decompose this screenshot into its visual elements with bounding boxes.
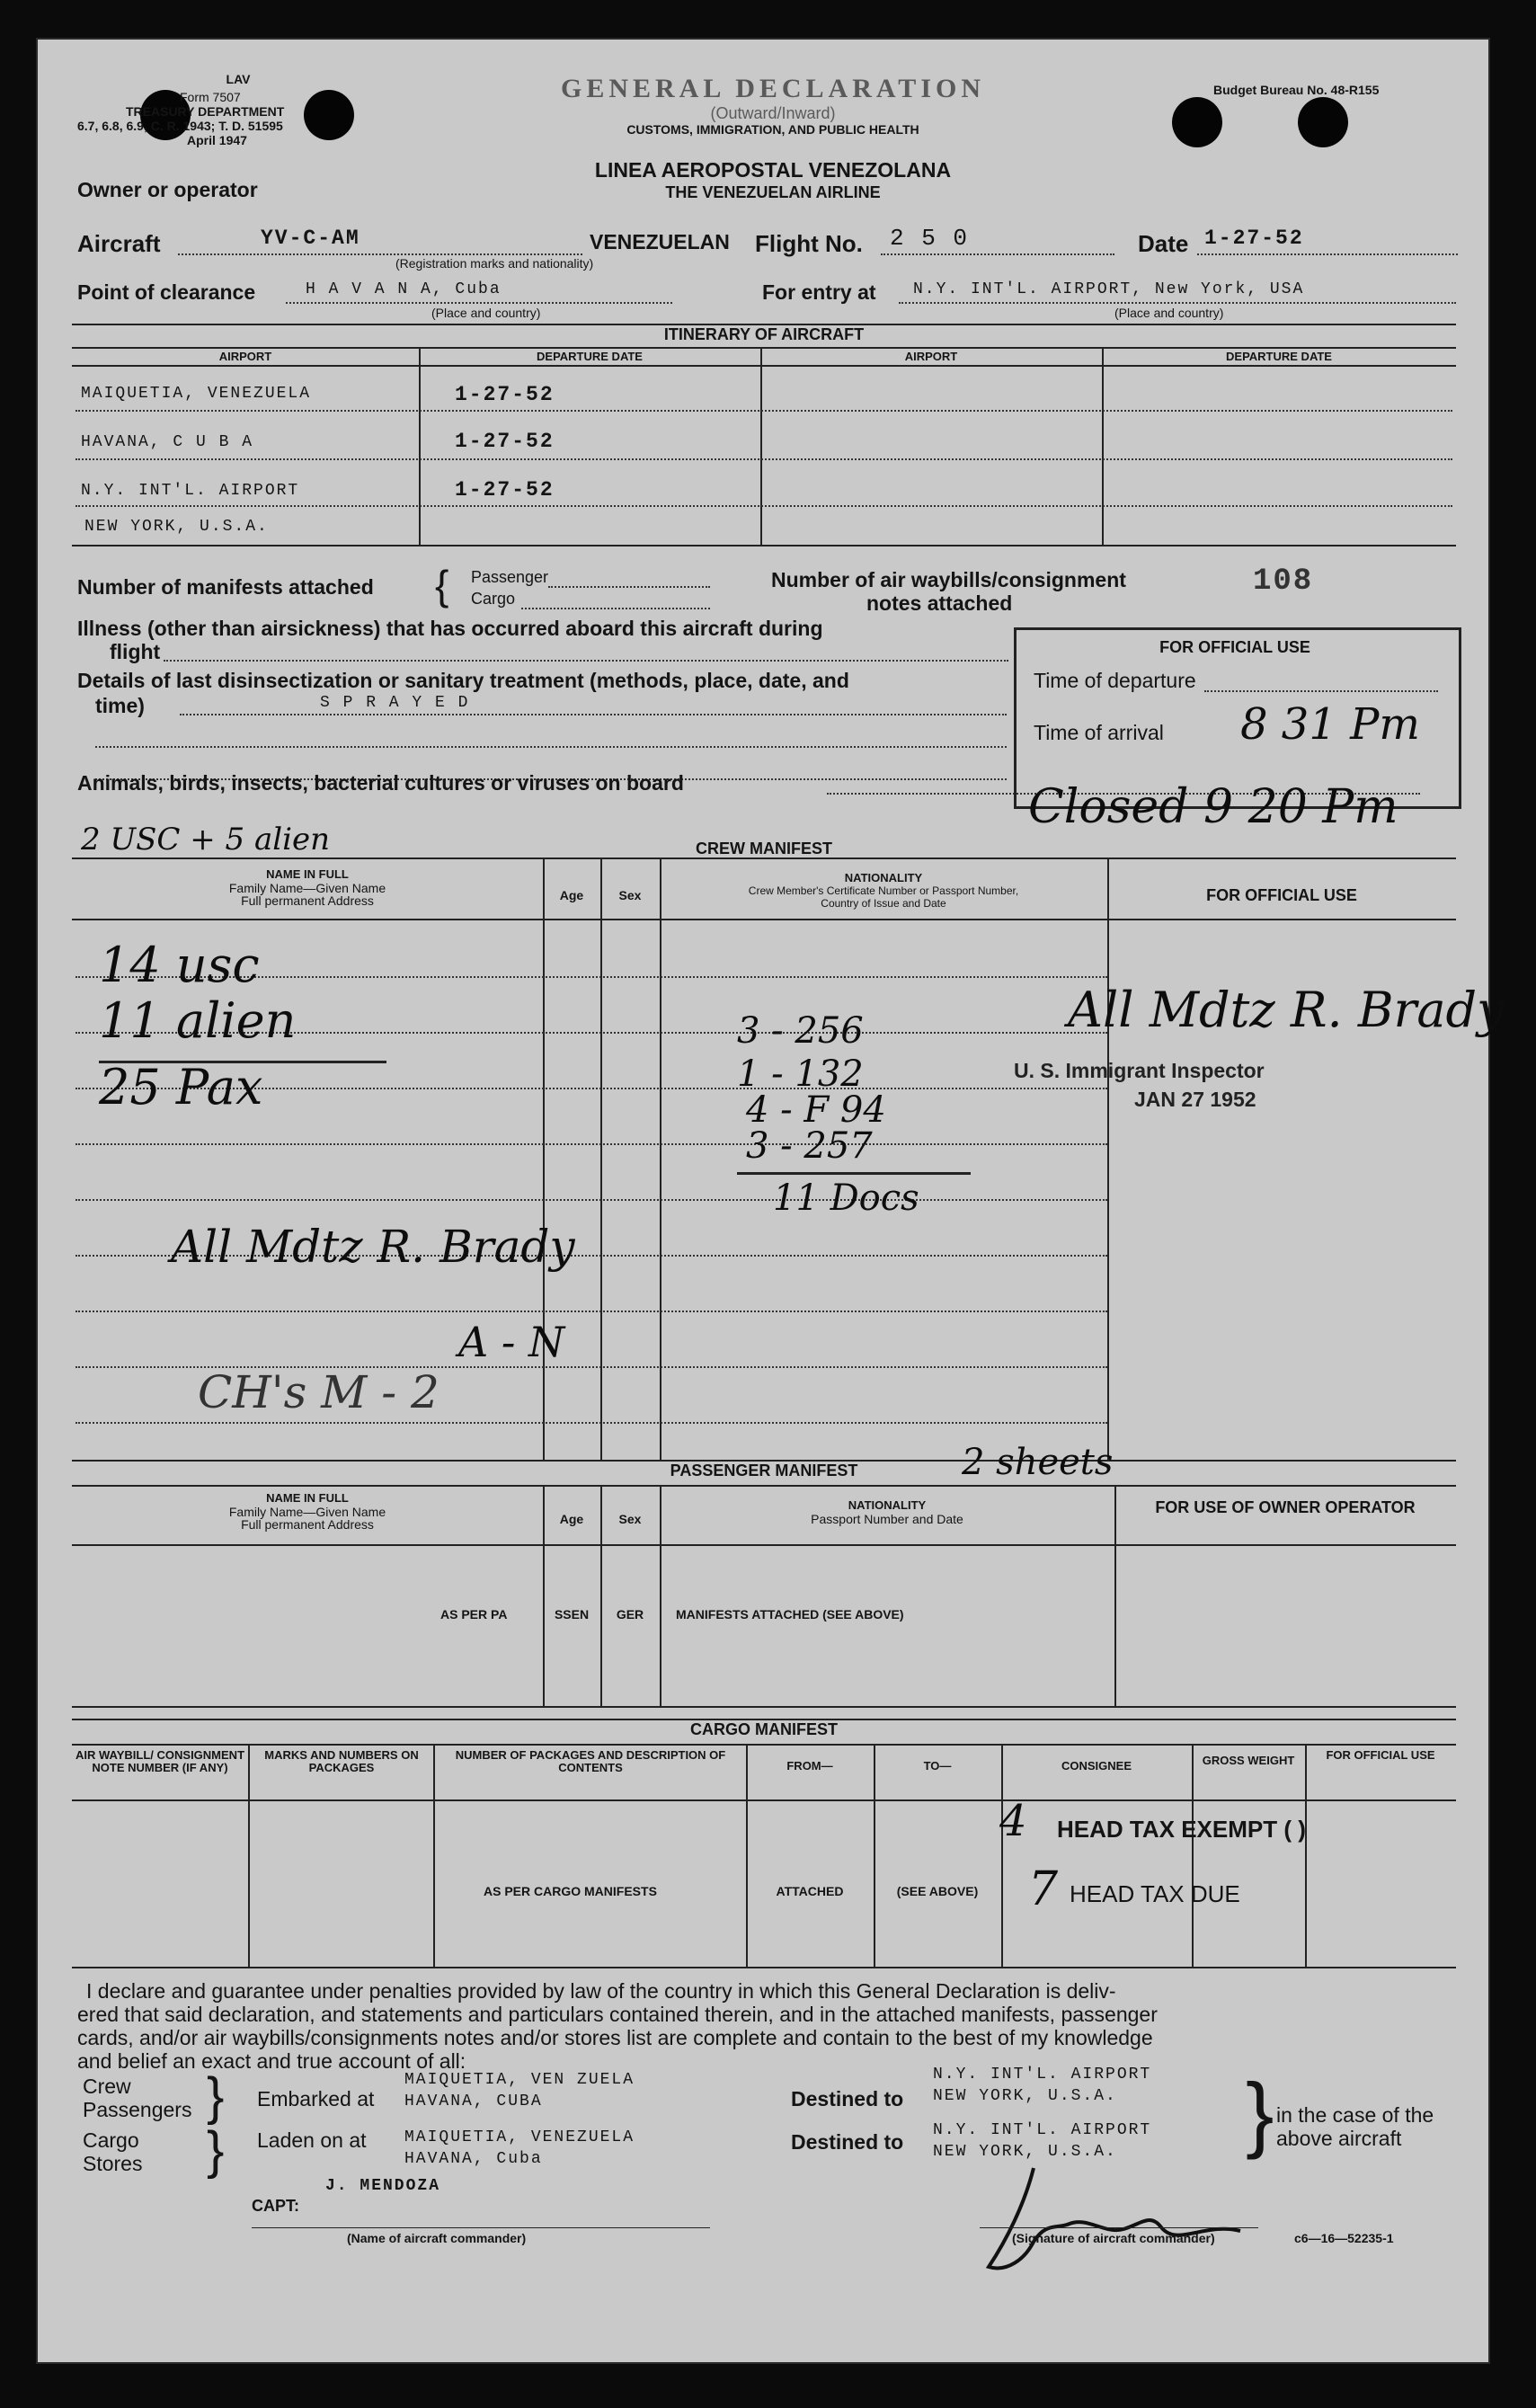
tax-exempt-count: 4 <box>999 1796 1027 1846</box>
cargo-header-marks: MARKS AND NUMBERS ON PACKAGES <box>264 1748 419 1774</box>
airline-name-english: THE VENEZUELAN AIRLINE <box>665 183 881 201</box>
treasury-dept: TREASURY DEPARTMENT <box>126 104 285 119</box>
flight-number: 2 5 0 <box>890 225 970 252</box>
crew-header-nat-sub: Crew Member's Certificate Number or Passport Number, <box>748 884 1019 897</box>
head-tax-exempt: HEAD TAX EXEMPT ( ) <box>1057 1816 1306 1843</box>
destined-label-2: Destined to <box>791 2130 904 2154</box>
itin-row-date: 1-27-52 <box>455 383 555 406</box>
cargo-header-to: TO— <box>923 1759 952 1773</box>
cargo-manifest-title: CARGO MANIFEST <box>690 1720 838 1738</box>
cargo-header-official: FOR OFFICIAL USE <box>1326 1748 1435 1762</box>
arrival-time-value: 8 31 Pm <box>1240 699 1420 750</box>
destination-1a: N.Y. INT'L. AIRPORT <box>933 2066 1152 2084</box>
manifests-label: Number of manifests attached <box>77 575 374 599</box>
crew-usc-count: 14 usc <box>99 937 260 993</box>
cargo-row-from: ATTACHED <box>776 1884 844 1898</box>
itin-row-airport: N.Y. INT'L. AIRPORT <box>81 482 300 500</box>
disinsect-value: S P R A Y E D <box>320 694 470 712</box>
illness-label: Illness (other than airsickness) that has occurred aboard this aircraft during <box>77 617 823 640</box>
cargo-header-waybill: AIR WAYBILL/ CONSIGNMENT NOTE NUMBER (IF ANY) <box>75 1748 245 1774</box>
itin-row-airport: MAIQUETIA, VENEZUELA <box>81 385 312 403</box>
place-caption: (Place and country) <box>431 306 541 320</box>
case-label: in the case of the <box>1276 2103 1434 2127</box>
crew-word: Crew <box>83 2075 131 2098</box>
closed-time: Closed 9 20 Pm <box>1028 780 1398 834</box>
cargo-row-to: (SEE ABOVE) <box>896 1884 979 1898</box>
cargo-manifest-label: Cargo <box>471 590 516 608</box>
embarked-place-2: HAVANA, CUBA <box>404 2093 543 2110</box>
aircraft-label: Aircraft <box>77 230 161 257</box>
pax-header-name: NAME IN FULL <box>266 1491 349 1505</box>
crew-header-official: FOR OFFICIAL USE <box>1206 886 1357 904</box>
crew-header-nat-sub2: Country of Issue and Date <box>821 897 946 910</box>
passenger-count: 25 Pax <box>99 1059 263 1115</box>
crew-alien-count: 11 alien <box>99 992 297 1049</box>
passenger-manifest-title: PASSENGER MANIFEST <box>670 1462 858 1479</box>
passenger-sheets-note: 2 sheets <box>962 1442 1114 1483</box>
itin-header-airport: AIRPORT <box>218 350 272 363</box>
flight-label-sub: flight <box>110 640 161 663</box>
inspector-stamp-date: JAN 27 1952 <box>1134 1088 1256 1111</box>
destination-2a: N.Y. INT'L. AIRPORT <box>933 2121 1152 2139</box>
itin-header-date: DEPARTURE DATE <box>537 350 643 363</box>
destination-2b: NEW YORK, U.S.A. <box>933 2143 1117 2161</box>
crew-header-age: Age <box>559 888 584 902</box>
form-subtitle: (Outward/Inward) <box>710 104 836 122</box>
place-caption-entry: (Place and country) <box>1114 306 1224 320</box>
animals-label: Animals, birds, insects, bacterial cultures or viruses on board <box>77 771 684 795</box>
itin-row-airport: NEW YORK, U.S.A. <box>84 518 269 536</box>
waybills-label: Number of air waybills/consignment <box>771 568 1126 591</box>
pax-header-name-sub: Family Name—Given Name <box>228 1505 386 1519</box>
stores-word: Stores <box>83 2152 143 2175</box>
pax-row-a: AS PER PA <box>440 1607 508 1622</box>
pax-header-passport: Passport Number and Date <box>811 1512 963 1526</box>
laden-place-2: HAVANA, Cuba <box>404 2150 543 2168</box>
crew-annotation-ch: CH's M - 2 <box>198 1366 439 1418</box>
punch-hole <box>1298 97 1348 147</box>
date-label: Date <box>1138 230 1189 257</box>
laden-label: Laden on at <box>257 2128 367 2152</box>
declaration-text: ered that said declaration, and statements and particulars contained therein, and in the attached manifests, passenger <box>77 2003 1158 2026</box>
crew-header-name: NAME IN FULL <box>266 867 349 881</box>
pax-header-owner: FOR USE OF OWNER OPERATOR <box>1155 1498 1416 1516</box>
declaration-text: cards, and/or air waybills/consignments notes and/or stores list are complete and contain to the best of my knowledge <box>77 2026 1153 2049</box>
cargo-header-from: FROM— <box>786 1759 833 1773</box>
regulations: 6.7, 6.8, 6.9, C. R. 1943; T. D. 51595 <box>77 119 283 133</box>
revision-date: April 1947 <box>187 133 247 147</box>
cargo-header-consignee: CONSIGNEE <box>1061 1759 1132 1773</box>
point-of-entry: N.Y. INT'L. AIRPORT, New York, USA <box>913 280 1305 298</box>
airline-name: LINEA AEROPOSTAL VENEZOLANA <box>594 158 952 182</box>
form-number: Form 7507 <box>180 90 241 104</box>
arrival-time-label: Time of arrival <box>1034 721 1164 744</box>
form-code: c6—16—52235-1 <box>1294 2231 1394 2245</box>
entry-label: For entry at <box>762 280 876 304</box>
doc-entry: 3 - 256 <box>737 1010 864 1052</box>
official-use-title: FOR OFFICIAL USE <box>1159 638 1310 656</box>
disinsect-label: Details of last disinsectization or sanitary treatment (methods, place, date, and <box>77 669 849 692</box>
declaration-text: and belief an exact and true account of all: <box>77 2049 466 2073</box>
punch-hole <box>1172 97 1222 147</box>
tax-due-count: 7 <box>1028 1862 1059 1916</box>
itin-row-date: 1-27-52 <box>455 430 555 453</box>
inspector-signature: All Mdtz R. Brady <box>1068 982 1505 1038</box>
cargo-header-weight: GROSS WEIGHT <box>1202 1754 1295 1767</box>
clearance-label: Point of clearance <box>77 280 256 304</box>
embarked-place-1: MAIQUETIA, VEN ZUELA <box>404 2071 635 2089</box>
case-label-2: above aircraft <box>1276 2127 1402 2150</box>
crew-annotation: All Mdtz R. Brady <box>171 1221 575 1273</box>
crew-header-address: Full permanent Address <box>241 893 374 908</box>
lav-code: LAV <box>226 72 251 86</box>
notes-attached-label: notes attached <box>866 591 1013 615</box>
laden-place-1: MAIQUETIA, VENEZUELA <box>404 2128 635 2146</box>
owner-label: Owner or operator <box>77 178 258 201</box>
doc-entry: 3 - 257 <box>746 1125 873 1167</box>
pax-row-c: GER <box>616 1607 644 1622</box>
crew-header-sex: Sex <box>618 888 642 902</box>
passenger-manifest-label: Passenger <box>471 568 549 586</box>
passengers-word: Passengers <box>83 2098 192 2121</box>
form-title: GENERAL DECLARATION <box>560 74 985 103</box>
punch-hole <box>304 90 354 140</box>
doc-entry: 1 - 132 <box>737 1053 864 1095</box>
agencies: CUSTOMS, IMMIGRATION, AND PUBLIC HEALTH <box>626 122 919 137</box>
commander-signature <box>971 2159 1258 2285</box>
declaration-form: LAV Form 7507 TREASURY DEPARTMENT 6.7, 6.8, 6.9, C. R. 1943; T. D. 51595 April 1947 GENERAL DECLARATION (Outward/Inward) CUSTOMS, IMMIGRATION, AND PUBLIC HEALTH Budget Bureau No. 48-R155 LINEA AEROPOSTAL VENEZOLANA THE VENEZUELAN AIRLINE Owner or operator Aircraft YV-C-AM (Registration marks and nationality) VENEZUELAN Flight No. 2 5 0 Date 1-27-52 Point of clearance H A V A N A, Cuba (Place and country) For entry at N.Y. INT'L. AIRPORT, New York, USA (Place and country) ITINERARY OF AIRCRAFT AIRPORT DEPARTURE DATE AIRPORT DEPARTURE DATE MAIQUETIA, VENEZUELA 1-27-52 HAVANA, C U B A 1-27-52 N.Y. INT'L. AIRPORT 1-27-52 NEW YORK, U.S.A. Number of manifests attached { Passenger Cargo Number of air waybills/consignment notes attached 108 Illness (other than airsickness) that has occurred aboard this aircraft during flight Details of last disinsectization or sanitary treatment (methods, place, date, and time) S P R A Y E D Animals, birds, insects, bacterial cultures or viruses on board FOR OFFICIAL USE Time of departure Time of arrival 8 31 Pm Closed 9 20 Pm 2 USC + 5 alien CREW MANIFEST NAME IN FULL Family Name—Given Name Full permanent Address Age Sex NATIONALITY Crew Member's Certificate Number or Passport Number, Country of Issue and Date FOR OFFICIAL USE 14 usc 11 alien 25 Pax 3 - 256 1 - 132 4 - F 94 3 - 257 11 Docs All Mdtz R. Brady A - N CH's M - 2 All Mdtz R. Brady U. S. Immigrant Inspector JAN 27 1952 PASSENGER MANIFEST 2 sheets NAME IN FULL Family Name—Given Name Full permanent Address Age Sex NATIONALITY Passport Number and Date FOR USE OF OWNER OPERATOR AS PER PA SSEN GER MANIFESTS ATTACHED (SEE ABOVE) CARGO MANIFEST AIR WAYBILL/ CONSIGNMENT NOTE NUMBER (IF ANY) MARKS AND NUMBERS ON PACKAGES NUMBER OF PACKAGES AND DESCRIPTION OF CONTENTS FROM— TO— CONSIGNEE GROSS WEIGHT FOR OFFICIAL USE AS PER CARGO MANIFESTS ATTACHED (SEE ABOVE) 4 HEAD TAX EXEMPT ( ) 7 HEAD TAX DUE I declare and guarantee under penalties provided by law of the country in which this General Declaration is deliv- ered that said declaration, and statements and particulars contained therein, and in the attached manifests, passenger cards, and/or air waybills/consignments notes and/or stores list are complete and contain to the best of my knowledge and belief an exact and true account of all: Crew Passengers Cargo Stores } } Embarked at MAIQUETIA, VEN ZUELA HAVANA, CUBA Laden on at MAIQUETIA, VENEZUELA HAVANA, Cuba Destined to N.Y. INT'L. AIRPORT NEW YORK, U.S.A. Destined to N.Y. INT'L. AIRPORT NEW YORK, U.S.A. } in the case of the above aircraft CAPT: J. MENDOZA (Name of aircraft commander) (Signature of aircraft commander) c6—16—52235-1 <box>36 38 1490 2364</box>
pax-row-d: MANIFESTS ATTACHED (SEE ABOVE) <box>676 1607 904 1622</box>
time-label: time) <box>95 694 145 717</box>
pax-header-address: Full permanent Address <box>241 1517 374 1532</box>
flight-date: 1-27-52 <box>1204 227 1304 250</box>
itinerary-title: ITINERARY OF AIRCRAFT <box>663 325 865 343</box>
crew-manifest-title: CREW MANIFEST <box>696 840 832 857</box>
crew-header-name-sub: Family Name—Given Name <box>228 881 386 895</box>
registration-caption: (Registration marks and nationality) <box>395 256 594 271</box>
cargo-header-packages: NUMBER OF PACKAGES AND DESCRIPTION OF CONTENTS <box>455 1748 726 1774</box>
doc-total: 11 Docs <box>773 1177 919 1219</box>
crew-annotation-an: A - N <box>458 1318 565 1366</box>
embarked-label: Embarked at <box>257 2087 375 2110</box>
capt-label: CAPT: <box>252 2197 299 2215</box>
itin-row-date: 1-27-52 <box>455 478 555 502</box>
cargo-row-desc: AS PER CARGO MANIFESTS <box>484 1884 657 1898</box>
declaration-text: I declare and guarantee under penalties provided by law of the country in which this General Declaration is deliv- <box>86 1979 1116 2003</box>
itin-header-date-2: DEPARTURE DATE <box>1226 350 1332 363</box>
destined-label: Destined to <box>791 2087 904 2110</box>
commander-caption: (Name of aircraft commander) <box>347 2231 527 2245</box>
crew-header-nationality: NATIONALITY <box>844 871 923 884</box>
commander-name: J. MENDOZA <box>325 2177 441 2195</box>
budget-bureau: Budget Bureau No. 48-R155 <box>1213 83 1380 97</box>
head-tax-due: HEAD TAX DUE <box>1070 1880 1240 1907</box>
destination-1b: NEW YORK, U.S.A. <box>933 2087 1117 2105</box>
departure-time-label: Time of departure <box>1034 669 1196 692</box>
point-of-clearance: H A V A N A, Cuba <box>306 280 502 298</box>
itin-header-airport-2: AIRPORT <box>904 350 958 363</box>
nationality: VENEZUELAN <box>590 230 730 253</box>
waybills-count: 108 <box>1253 564 1314 599</box>
pax-header-age: Age <box>559 1512 584 1526</box>
signature-caption: (Signature of aircraft commander) <box>1012 2231 1215 2245</box>
itin-row-airport: HAVANA, C U B A <box>81 433 254 451</box>
registration: YV-C-AM <box>261 227 360 250</box>
inspector-stamp: U. S. Immigrant Inspector <box>1014 1059 1265 1082</box>
pax-header-nationality: NATIONALITY <box>848 1498 927 1512</box>
doc-entry: 4 - F 94 <box>746 1089 886 1131</box>
pax-header-sex: Sex <box>618 1512 642 1526</box>
crew-count-note: 2 USC + 5 alien <box>81 822 330 857</box>
pax-row-b: SSEN <box>554 1607 590 1622</box>
flight-label: Flight No. <box>755 230 863 257</box>
cargo-word: Cargo <box>83 2128 139 2152</box>
